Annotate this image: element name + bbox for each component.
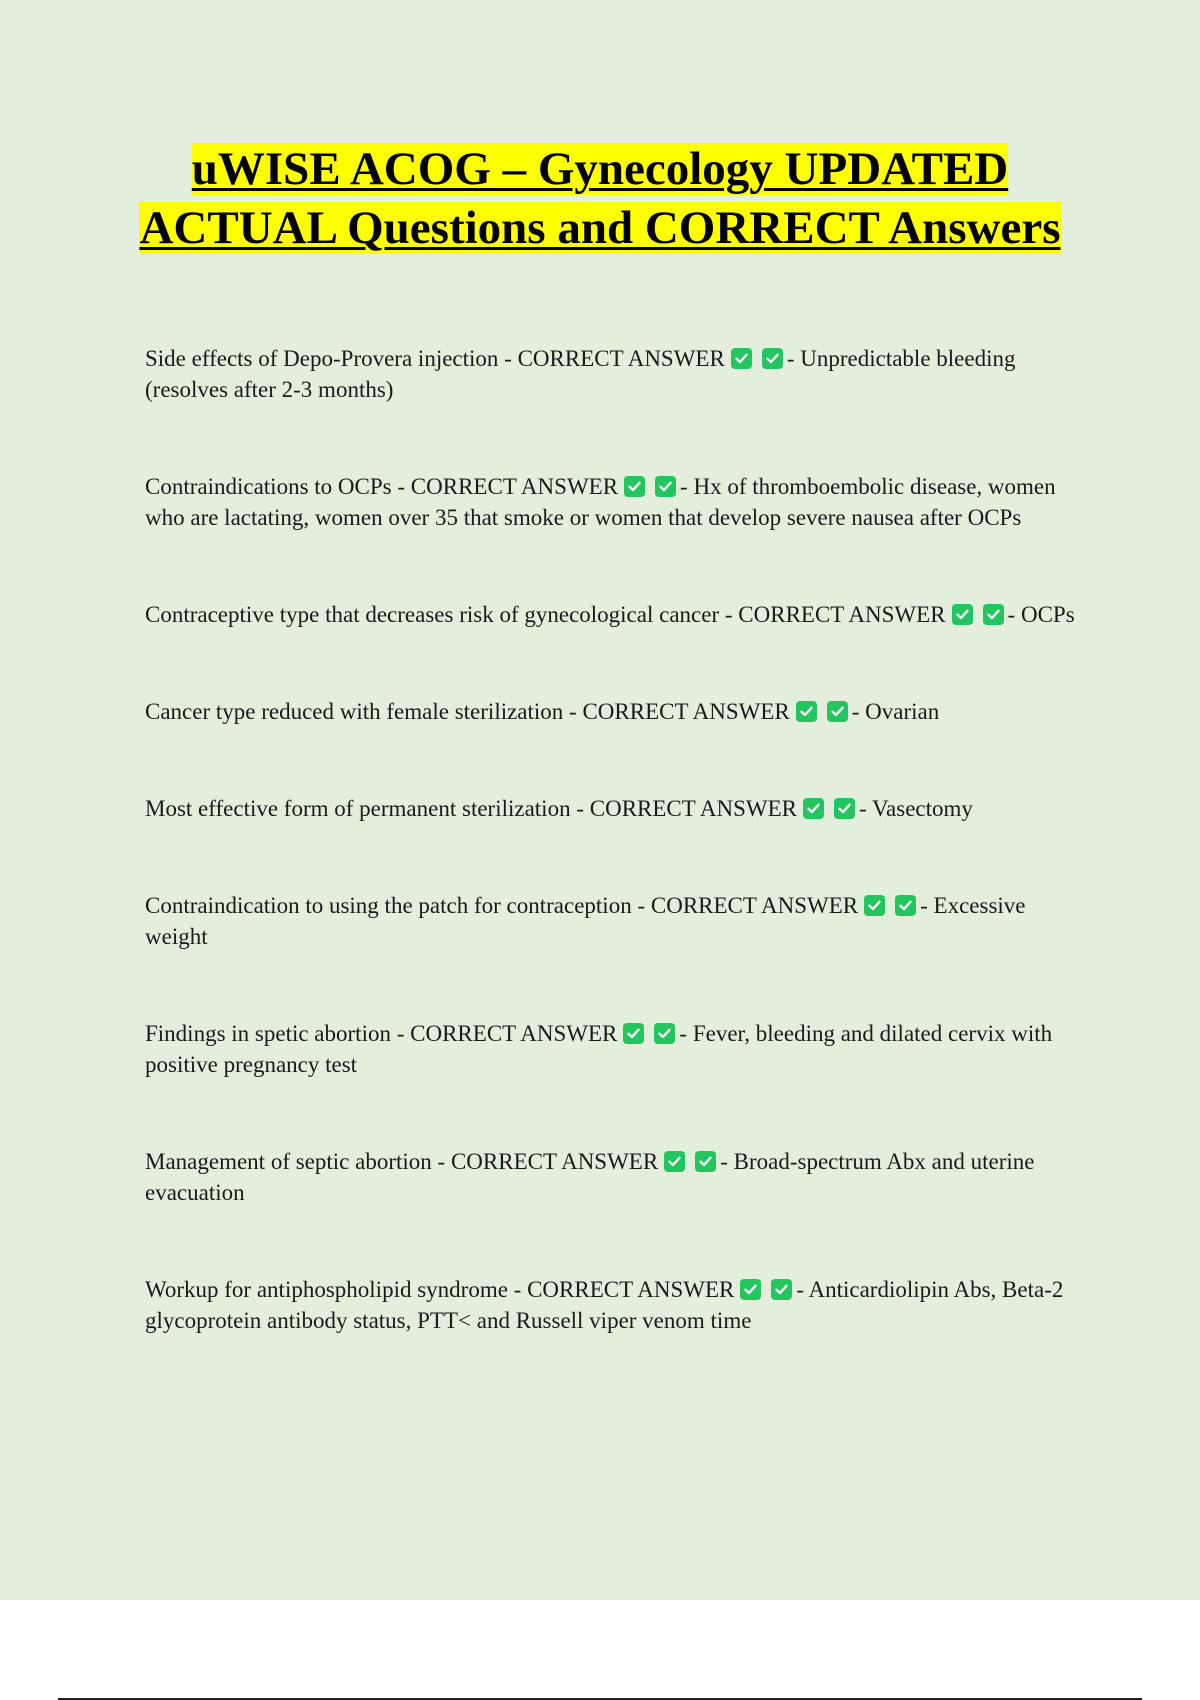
answer-marker: CORRECT ANSWER	[650, 893, 859, 918]
qa-item: Contraindications to OCPs - CORRECT ANSWER - Hx of thromboembolic disease, women who are lactating, women over 35 that smoke or women that develop severe nausea after OCPs	[145, 474, 1056, 530]
answer-text: Broad-spectrum Abx and uterine evacuation	[145, 1149, 1035, 1205]
qa-item: Contraindication to using the patch for contraception - CORRECT ANSWER - Excessive weight	[145, 893, 1026, 949]
qa-item: Side effects of Depo-Provera injection - CORRECT ANSWER - Unpredictable bleeding (resolves after 2-3 months)	[145, 346, 1016, 402]
check-icon	[624, 476, 645, 497]
qa-list	[145, 343, 1090, 1336]
check-icon	[771, 1279, 792, 1300]
qa-item: Contraceptive type that decreases risk of gynecological cancer - CORRECT ANSWER - OCPs	[145, 602, 1075, 627]
answer-marker: CORRECT ANSWER	[450, 1149, 659, 1174]
check-icon	[654, 1023, 675, 1044]
answer-marker: CORRECT ANSWER	[582, 699, 790, 724]
question-text: Contraceptive type that decreases risk of gynecological cancer	[145, 602, 720, 627]
answer-text: OCPs	[1020, 602, 1075, 627]
check-icon	[796, 701, 817, 722]
check-icon	[827, 701, 848, 722]
question-text: Cancer type reduced with female sterilization	[145, 699, 564, 724]
answer-marker: CORRECT ANSWER	[527, 1277, 735, 1302]
qa-item: Workup for antiphospholipid syndrome - CORRECT ANSWER - Anticardiolipin Abs, Beta-2 glycoprotein antibody status, PTT< and Russell viper venom time	[145, 1277, 1064, 1333]
question-text: Findings in spetic abortion	[145, 1021, 391, 1046]
qa-item: Most effective form of permanent sterilization - CORRECT ANSWER - Vasectomy	[145, 796, 973, 821]
answer-marker: CORRECT ANSWER	[589, 796, 797, 821]
answer-text: Excessive weight	[145, 893, 1026, 949]
answer-text: Ovarian	[865, 699, 940, 724]
answer-text: Vasectomy	[872, 796, 973, 821]
answer-marker: CORRECT ANSWER	[410, 474, 619, 499]
check-icon	[695, 1151, 716, 1172]
check-icon	[834, 798, 855, 819]
question-text: Workup for antiphospholipid syndrome	[145, 1277, 508, 1302]
answer-marker: CORRECT ANSWER	[410, 1021, 618, 1046]
question-text: Contraindication to using the patch for contraception	[145, 893, 632, 918]
check-icon	[655, 476, 676, 497]
check-icon	[864, 895, 885, 916]
answer-text: Fever, bleeding and dilated cervix with positive pregnancy test	[145, 1021, 1053, 1077]
question-text: Most effective form of permanent sterilization	[145, 796, 571, 821]
qa-item: Management of septic abortion - CORRECT ANSWER - Broad-spectrum Abx and uterine evacuation	[145, 1149, 1035, 1205]
check-icon	[803, 798, 824, 819]
check-icon	[983, 604, 1004, 625]
check-icon	[731, 348, 752, 369]
answer-text: Anticardiolipin Abs, Beta-2 glycoprotein antibody status, PTT< and Russell viper venom time	[145, 1277, 1064, 1333]
answer-text: Unpredictable bleeding (resolves after 2-3 months)	[145, 346, 1016, 402]
title-text: uWISE ACOG – Gynecology UPDATED ACTUAL Questions and CORRECT Answers	[139, 143, 1061, 254]
page-title	[100, 140, 1100, 258]
check-icon	[762, 348, 783, 369]
answer-text: Hx of thromboembolic disease, women who are lactating, women over 35 that smoke or women that develop severe nausea after OCPs	[145, 474, 1056, 530]
question-text: Management of septic abortion	[145, 1149, 432, 1174]
qa-item: Findings in spetic abortion - CORRECT ANSWER - Fever, bleeding and dilated cervix with positive pregnancy test	[145, 1021, 1053, 1077]
check-icon	[664, 1151, 685, 1172]
question-text: Contraindications to OCPs	[145, 474, 392, 499]
check-icon	[895, 895, 916, 916]
answer-marker: CORRECT ANSWER	[517, 346, 725, 371]
check-icon	[740, 1279, 761, 1300]
question-text: Side effects of Depo-Provera injection	[145, 346, 499, 371]
check-icon	[952, 604, 973, 625]
qa-item: Cancer type reduced with female sterilization - CORRECT ANSWER - Ovarian	[145, 699, 940, 724]
check-icon	[623, 1023, 644, 1044]
answer-marker: CORRECT ANSWER	[738, 602, 946, 627]
